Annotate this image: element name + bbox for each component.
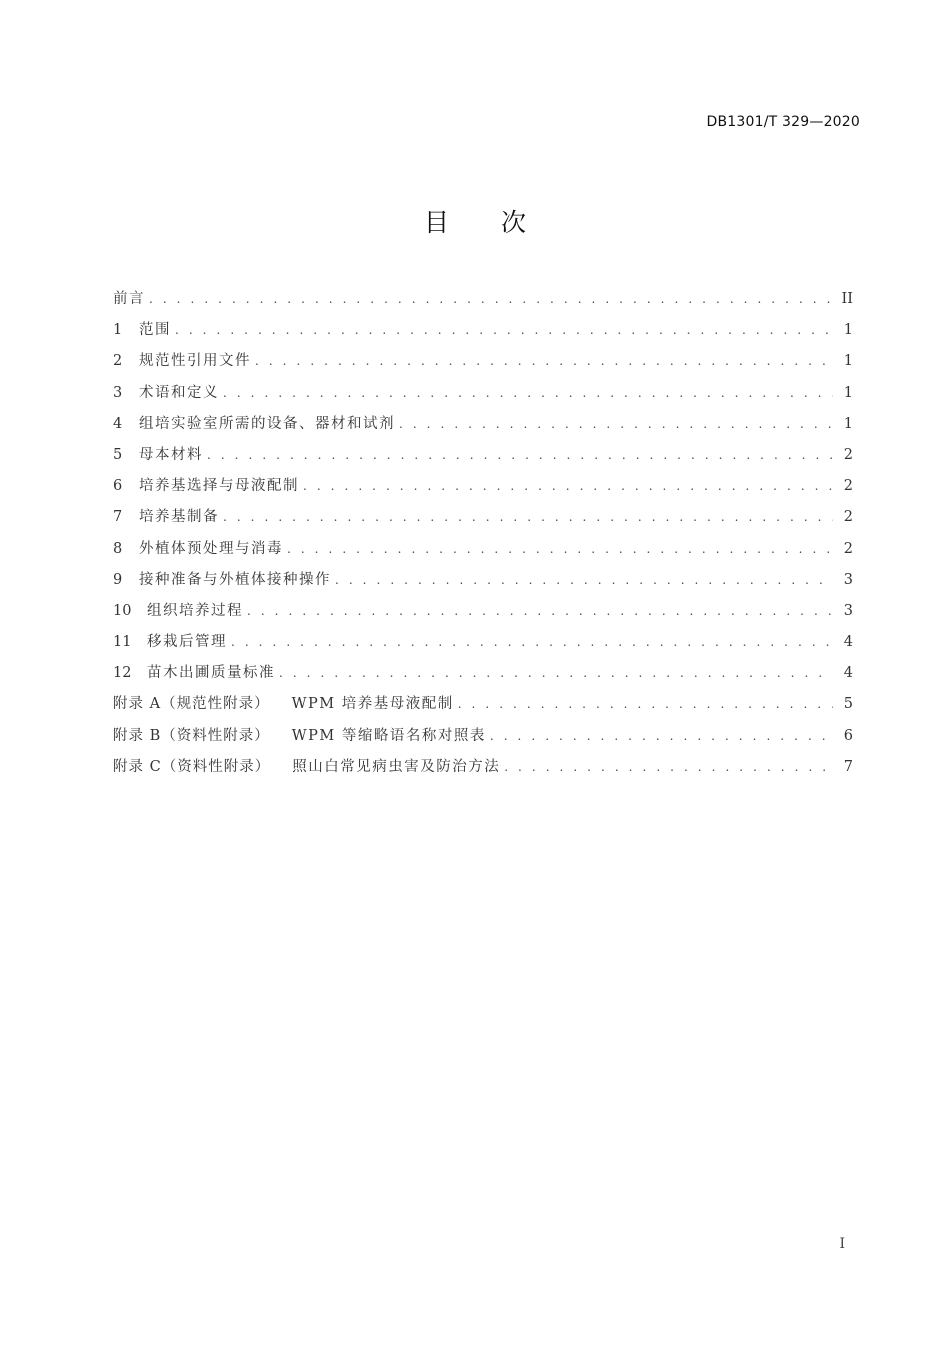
toc-entry-number: 10 [113, 602, 132, 619]
dot-leader [207, 440, 833, 471]
toc-entry-page: 4 [843, 665, 853, 682]
table-of-contents [113, 284, 853, 783]
toc-entry-number: 2 [113, 353, 123, 370]
toc-entry[interactable] [113, 596, 853, 627]
toc-entry-label: WPM 培养基母液配制 [291, 696, 454, 713]
toc-entry-page: 4 [843, 634, 853, 651]
toc-entry-label: 培养基选择与母液配制 [139, 478, 299, 495]
toc-entry-page: 1 [843, 322, 853, 339]
toc-entry-page: 1 [843, 415, 853, 432]
toc-entry[interactable] [113, 315, 853, 346]
dot-leader [223, 378, 833, 409]
toc-entry[interactable] [113, 534, 853, 565]
toc-entry-page: 5 [843, 696, 853, 713]
toc-entry-number: 11 [113, 634, 132, 651]
appendix-prefix: 附录 A（规范性附录） [113, 696, 270, 713]
toc-entry[interactable] [113, 346, 853, 377]
toc-entry-label: 移栽后管理 [147, 634, 227, 651]
dot-leader [458, 689, 833, 720]
toc-entry-page: 2 [843, 446, 853, 463]
dot-leader [255, 346, 833, 377]
toc-entry[interactable] [113, 502, 853, 533]
toc-entry-number: 6 [113, 478, 123, 495]
toc-entry[interactable] [113, 658, 853, 689]
toc-entry-number: 7 [113, 509, 123, 526]
toc-entry-page: 3 [843, 571, 853, 588]
toc-entry-appendix-c[interactable] [113, 752, 853, 783]
toc-entry-page: 1 [843, 353, 853, 370]
toc-entry-page: 2 [843, 540, 853, 557]
toc-entry-number: 8 [113, 540, 123, 557]
toc-entry-page: 6 [843, 727, 853, 744]
toc-entry-foreword[interactable] [113, 284, 853, 315]
toc-entry-page: 1 [843, 384, 853, 401]
toc-entry-number: 12 [113, 665, 132, 682]
toc-entry-label: 组培实验室所需的设备、器材和试剂 [139, 415, 395, 432]
toc-entry-label: 培养基制备 [139, 509, 219, 526]
dot-leader [504, 752, 833, 783]
dot-leader [149, 284, 833, 315]
dot-leader [303, 471, 833, 502]
toc-entry-label: 组织培养过程 [147, 602, 243, 619]
toc-entry-page: 2 [843, 478, 853, 495]
toc-entry-label: 外植体预处理与消毒 [139, 540, 283, 557]
dot-leader [287, 534, 833, 565]
toc-entry-label: 前言 [113, 291, 145, 307]
dot-leader [335, 565, 833, 596]
dot-leader [231, 627, 833, 658]
appendix-prefix: 附录 B（资料性附录） [113, 727, 270, 744]
toc-entry[interactable] [113, 440, 853, 471]
dot-leader [223, 502, 833, 533]
toc-entry-label: 母本材料 [139, 446, 203, 463]
toc-entry-number: 9 [113, 571, 123, 588]
toc-entry-number: 5 [113, 446, 123, 463]
page-title: 目 次 [424, 208, 548, 237]
dot-leader [175, 315, 833, 346]
dot-leader [279, 658, 833, 689]
toc-entry[interactable] [113, 565, 853, 596]
document-code: DB1301/T 329—2020 [706, 114, 860, 130]
toc-entry-label: 范围 [139, 322, 171, 339]
toc-entry-appendix-b[interactable] [113, 721, 853, 752]
dot-leader [490, 721, 833, 752]
toc-entry-label: WPM 等缩略语名称对照表 [291, 727, 486, 744]
dot-leader [247, 596, 833, 627]
toc-entry-number: 3 [113, 384, 123, 401]
dot-leader [399, 409, 833, 440]
toc-entry-page: 3 [843, 602, 853, 619]
toc-entry-number: 4 [113, 415, 123, 432]
toc-entry-label: 苗木出圃质量标准 [147, 665, 275, 682]
toc-entry[interactable] [113, 378, 853, 409]
toc-entry-page: II [841, 291, 853, 307]
toc-entry[interactable] [113, 409, 853, 440]
toc-entry-label: 接种准备与外植体接种操作 [139, 571, 331, 588]
toc-entry-appendix-a[interactable] [113, 689, 853, 720]
toc-entry-label: 规范性引用文件 [139, 353, 251, 370]
toc-entry-label: 照山白常见病虫害及防治方法 [292, 758, 501, 775]
toc-entry-number: 1 [113, 322, 123, 339]
toc-entry-page: 7 [843, 758, 853, 775]
toc-entry-page: 2 [843, 509, 853, 526]
toc-entry-label: 术语和定义 [139, 384, 219, 401]
toc-entry[interactable] [113, 627, 853, 658]
toc-entry[interactable] [113, 471, 853, 502]
appendix-prefix: 附录 C（资料性附录） [113, 758, 271, 775]
page-number: I [839, 1236, 845, 1252]
